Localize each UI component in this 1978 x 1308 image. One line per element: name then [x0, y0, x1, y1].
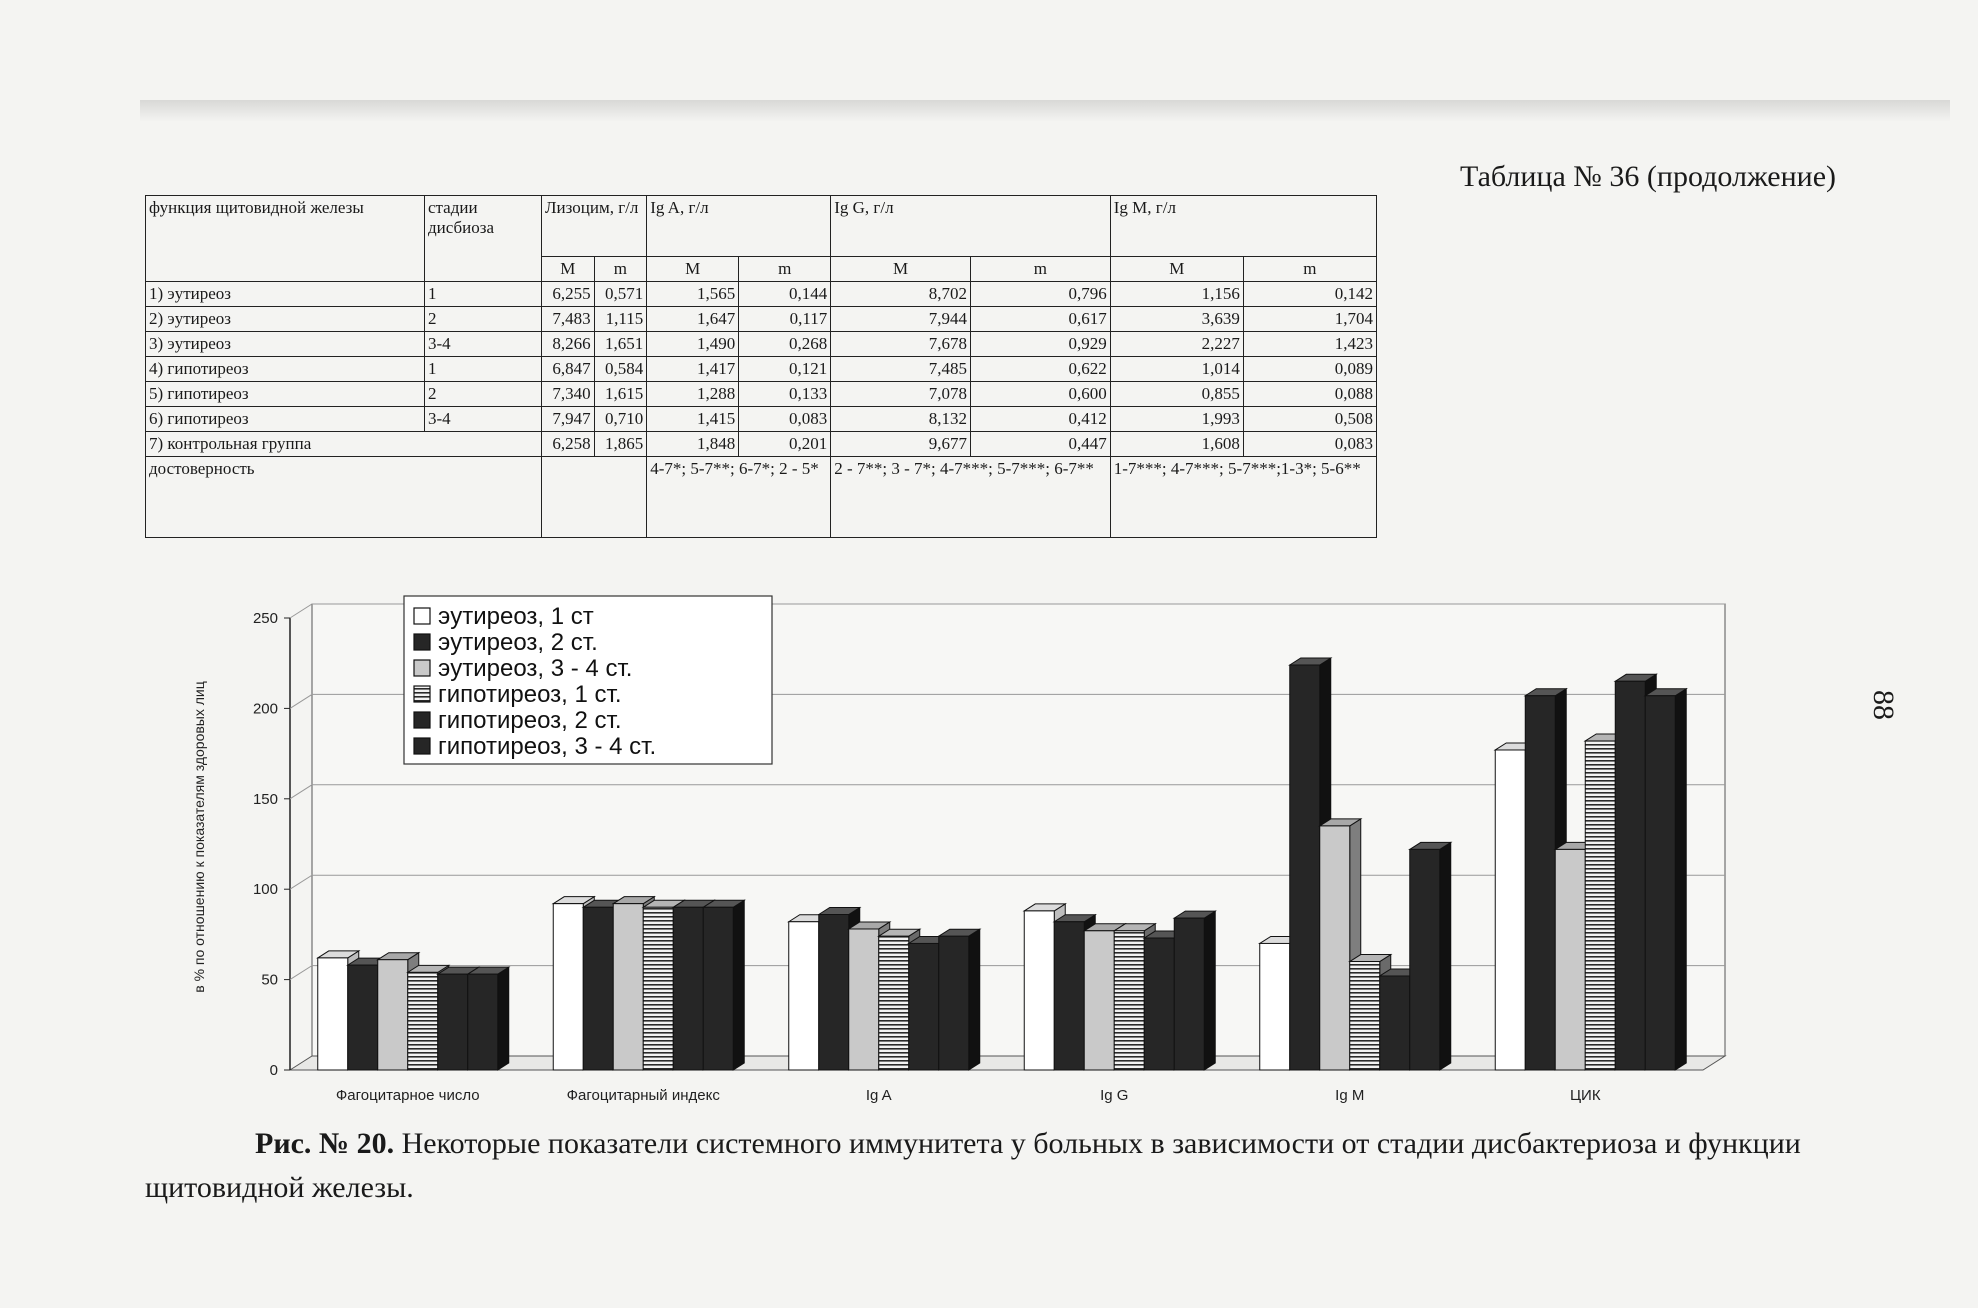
table-header-stage: стадии дисбиоза [425, 196, 542, 282]
bar [1320, 826, 1350, 1070]
table-cell: 0,447 [970, 432, 1110, 457]
bar [673, 907, 703, 1070]
bar [408, 972, 438, 1070]
bar [1615, 681, 1645, 1070]
table-cell: 0,929 [970, 332, 1110, 357]
figure-caption [145, 1122, 1885, 1210]
x-tick-label: Ig A [865, 1087, 892, 1104]
table-cell: 7) контрольная группа [146, 432, 542, 457]
table-cell: 0,571 [594, 282, 647, 307]
table-cell-function: 2) эутиреоз [146, 307, 425, 332]
bar-side [498, 967, 509, 1070]
legend-label: гипотиреоз, 3 - 4 ст. [438, 733, 657, 760]
table-subheader: M [542, 257, 595, 282]
legend-swatch [414, 634, 430, 650]
table-subheader: M [1110, 257, 1243, 282]
table-cell: 0,855 [1110, 382, 1243, 407]
legend-swatch [414, 712, 430, 728]
table-cell: 1,565 [647, 282, 739, 307]
table-row [146, 357, 1377, 382]
table-cell-stage: 2 [425, 307, 542, 332]
bar-side [1675, 689, 1686, 1070]
table-cell: 0,142 [1243, 282, 1376, 307]
legend-swatch [414, 660, 430, 676]
legend-swatch [414, 738, 430, 754]
bar [1380, 976, 1410, 1070]
bar [1260, 943, 1290, 1070]
table-cell: 6,258 [542, 432, 595, 457]
table-cell-function: 5) гипотиреоз [146, 382, 425, 407]
table-cell-function: 1) эутиреоз [146, 282, 425, 307]
table-header-group: Лизоцим, г/л [542, 196, 647, 257]
bar [468, 974, 498, 1070]
table-cell: 0,617 [970, 307, 1110, 332]
table-cell: 8,266 [542, 332, 595, 357]
table-cell-stage: 3-4 [425, 332, 542, 357]
table-cell: 1,647 [647, 307, 739, 332]
table-cell: 7,678 [831, 332, 971, 357]
bar [1024, 911, 1054, 1070]
bar-side [733, 900, 744, 1070]
x-tick-label: Ig M [1335, 1087, 1365, 1104]
page-number: 88 [1867, 690, 1900, 720]
table-cell: 1,490 [647, 332, 739, 357]
bar [1174, 918, 1204, 1070]
table-cell: 8,132 [831, 407, 971, 432]
legend-swatch [414, 686, 430, 702]
bar-chart-svg [180, 592, 1740, 1112]
table-cell: 1,993 [1110, 407, 1243, 432]
table-cell: 0,083 [739, 407, 831, 432]
table-cell: 1,423 [1243, 332, 1376, 357]
bar [1084, 931, 1114, 1070]
bar [318, 958, 348, 1070]
table-cell: 1,115 [594, 307, 647, 332]
table-cell: 8,702 [831, 282, 971, 307]
bar [613, 904, 643, 1070]
table-cell: 3,639 [1110, 307, 1243, 332]
table-cell: 1,704 [1243, 307, 1376, 332]
table-cell: 0,121 [739, 357, 831, 382]
legend-label: эутиреоз, 3 - 4 ст. [438, 655, 633, 682]
table-cell: 7,483 [542, 307, 595, 332]
table-cell: 0,710 [594, 407, 647, 432]
bar-side [1204, 911, 1215, 1070]
y-tick-label: 50 [261, 971, 278, 989]
table-cell: 1,415 [647, 407, 739, 432]
table-cell: 6,255 [542, 282, 595, 307]
bar [348, 965, 378, 1070]
table-row [146, 407, 1377, 432]
figure-caption-label: Рис. № 20. [255, 1127, 395, 1160]
y-tick-label: 150 [252, 790, 278, 808]
bar [1410, 849, 1440, 1070]
bar [438, 974, 468, 1070]
table-cell: 7,340 [542, 382, 595, 407]
bar [1290, 665, 1320, 1070]
bar [1585, 741, 1615, 1070]
table-cell: 1,156 [1110, 282, 1243, 307]
table-cell: 0,089 [1243, 357, 1376, 382]
table-reliability-row [146, 457, 1377, 538]
table-reliability-label: достоверность [146, 457, 542, 538]
legend-label: эутиреоз, 1 ст [438, 603, 594, 630]
bar [1525, 696, 1555, 1070]
legend-swatch [414, 608, 430, 624]
x-tick-label: ЦИК [1569, 1087, 1601, 1104]
y-tick-label: 250 [252, 610, 278, 627]
table-row [146, 307, 1377, 332]
y-axis-label: в % по отношению к показателям здоровых лиц [191, 681, 207, 993]
bar [789, 922, 819, 1070]
bar-side [969, 929, 980, 1070]
bar [909, 943, 939, 1070]
table-cell-function: 6) гипотиреоз [146, 407, 425, 432]
table-cell [542, 457, 647, 538]
y-tick-label: 200 [252, 700, 278, 718]
table-subheader: M [647, 257, 739, 282]
y-tick-label: 0 [269, 1062, 278, 1079]
table-cell: 9,677 [831, 432, 971, 457]
x-tick-label: Фагоцитарный индекс [566, 1087, 720, 1104]
chart [180, 592, 1740, 1117]
table-cell: 1,014 [1110, 357, 1243, 382]
table-reliability-igg: 2 - 7**; 3 - 7*; 4-7***; 5-7***; 6-7** [831, 457, 1111, 538]
table-cell: 0,268 [739, 332, 831, 357]
table-control-row [146, 432, 1377, 457]
table-cell: 7,485 [831, 357, 971, 382]
legend-label: гипотиреоз, 2 ст. [438, 707, 622, 734]
bar [1495, 750, 1525, 1070]
bar-side [1440, 842, 1451, 1070]
table-cell-function: 4) гипотиреоз [146, 357, 425, 382]
table-cell: 1,288 [647, 382, 739, 407]
table-reliability-iga: 4-7*; 5-7**; 6-7*; 2 - 5* [647, 457, 831, 538]
table-body [146, 282, 1377, 432]
bar [879, 936, 909, 1070]
bar [703, 907, 733, 1070]
table-subheader: m [594, 257, 647, 282]
table-cell: 0,083 [1243, 432, 1376, 457]
bar [378, 960, 408, 1070]
table-cell: 7,078 [831, 382, 971, 407]
legend-label: эутиреоз, 2 ст. [438, 629, 598, 656]
table-cell: 1,615 [594, 382, 647, 407]
table-cell: 0,622 [970, 357, 1110, 382]
table-row [146, 282, 1377, 307]
table-cell: 0,144 [739, 282, 831, 307]
table-cell-stage: 1 [425, 282, 542, 307]
table-cell: 0,412 [970, 407, 1110, 432]
table-cell: 0,600 [970, 382, 1110, 407]
x-tick-label: Фагоцитарное число [335, 1087, 480, 1104]
bar [1114, 931, 1144, 1070]
table-cell: 1,417 [647, 357, 739, 382]
table-header-row [146, 196, 1377, 257]
table-subheader: m [970, 257, 1110, 282]
table-cell: 1,651 [594, 332, 647, 357]
table-cell: 0,117 [739, 307, 831, 332]
table-cell-stage: 3-4 [425, 407, 542, 432]
table-header-group: Ig A, г/л [647, 196, 831, 257]
bar [553, 904, 583, 1070]
table-row [146, 332, 1377, 357]
table-cell: 7,947 [542, 407, 595, 432]
bar [1144, 938, 1174, 1070]
data-table [145, 195, 1377, 538]
bar [819, 915, 849, 1070]
table-cell: 2,227 [1110, 332, 1243, 357]
table-cell-function: 3) эутиреоз [146, 332, 425, 357]
table-row [146, 382, 1377, 407]
table-cell-stage: 1 [425, 357, 542, 382]
table-cell: 0,796 [970, 282, 1110, 307]
table-cell: 0,508 [1243, 407, 1376, 432]
bar [1350, 962, 1380, 1070]
scan-shadow [140, 100, 1950, 122]
table-cell: 0,133 [739, 382, 831, 407]
y-tick-label: 100 [252, 881, 278, 899]
table-header-group: Ig G, г/л [831, 196, 1111, 257]
table-cell-stage: 2 [425, 382, 542, 407]
table-reliability-igm: 1-7***; 4-7***; 5-7***;1-3*; 5-6** [1110, 457, 1376, 538]
table-subheader: m [1243, 257, 1376, 282]
table-cell: 0,584 [594, 357, 647, 382]
table-cell: 1,848 [647, 432, 739, 457]
table-cell: 0,201 [739, 432, 831, 457]
table-header-function: функция щитовидной железы [146, 196, 425, 282]
bar [583, 907, 613, 1070]
x-tick-label: Ig G [1100, 1087, 1129, 1104]
table-header-group: Ig M, г/л [1110, 196, 1376, 257]
table-cell: 0,088 [1243, 382, 1376, 407]
bar [849, 929, 879, 1070]
table-cell: 7,944 [831, 307, 971, 332]
table-cell: 6,847 [542, 357, 595, 382]
bar [1555, 849, 1585, 1070]
bar [1645, 696, 1675, 1070]
bar [939, 936, 969, 1070]
legend-label: гипотиреоз, 1 ст. [438, 681, 622, 708]
bar [643, 907, 673, 1070]
table-subheader: m [739, 257, 831, 282]
figure-caption-text: Некоторые показатели системного иммунитета у больных в зависимости от стадии дисбактериоза и функции щитовидной железы. [145, 1127, 1801, 1204]
table-caption: Таблица № 36 (продолжение) [1460, 160, 1837, 193]
table-cell: 1,608 [1110, 432, 1243, 457]
bar [1054, 922, 1084, 1070]
table-cell: 1,865 [594, 432, 647, 457]
table-subheader: M [831, 257, 971, 282]
